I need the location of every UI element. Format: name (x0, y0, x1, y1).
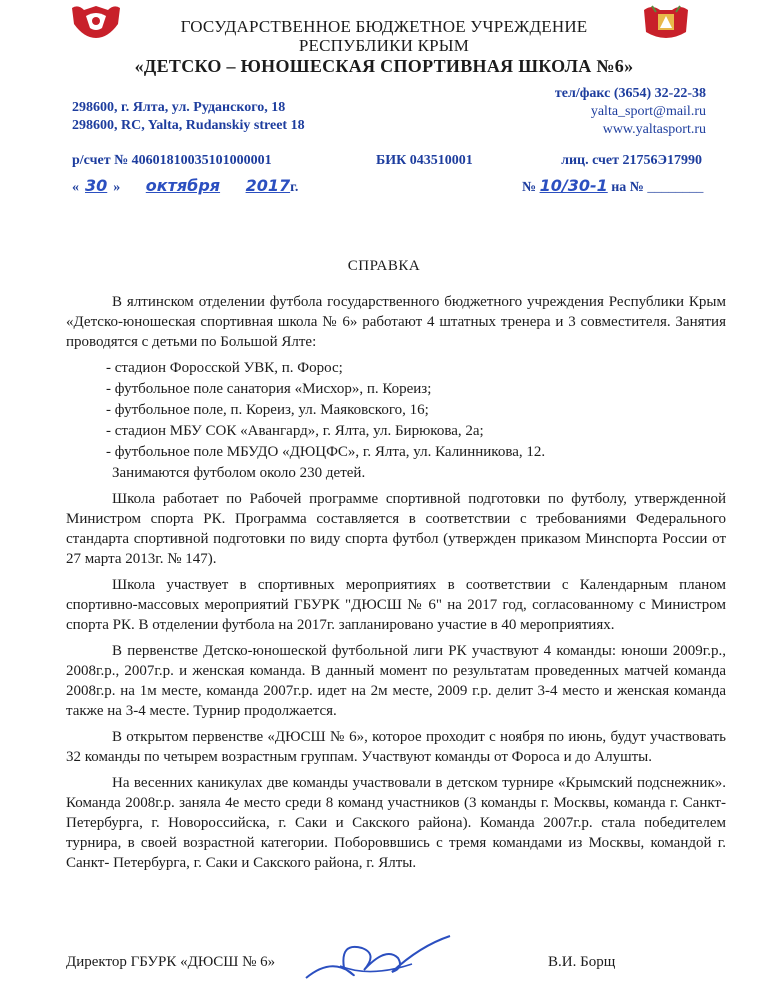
director-name: В.И. Борщ (548, 954, 616, 970)
org-title-line1: ГОСУДАРСТВЕННОЕ БЮДЖЕТНОЕ УЧРЕЖДЕНИЕ (180, 17, 588, 36)
document-body (66, 292, 726, 879)
number-middle: на № (611, 180, 644, 195)
date-open-quote: « (72, 180, 79, 195)
date-close-quote: » (113, 180, 121, 195)
bik: БИК 043510001 (376, 153, 473, 168)
address-en: 298600, RC, Yalta, Rudanskiy street 18 (72, 118, 305, 133)
date-month: октября (145, 176, 221, 195)
number-blank: ________ (647, 180, 704, 195)
paragraph-league: В первенстве Детско-юношеской футбольной лиги РК участвуют 4 команды: юноши 2009г.р., 2008г.р., 2007г.р. и женская команда. В данный момент по результатам проведенных матчей команда 2008г.р. на 1м месте, команда 2007г.р. идет на 2м месте, 2009 г.р. делит 3-4 место и женская команда также на 3-4 месте. Турнир продолжается. (66, 643, 726, 719)
director-position: Директор ГБУРК «ДЮСШ № 6» (66, 954, 276, 970)
phone: тел/факс (3654) 32-22-38 (554, 86, 706, 101)
date-year: 2017 (245, 176, 291, 195)
org-title-line2: РЕСПУБЛИКИ КРЫМ (298, 36, 470, 55)
venue-item: - футбольное поле МБУДО «ДЮЦФС», г. Ялта, ул. Калинникова, 12. (106, 444, 546, 460)
website: www.yaltasport.ru (602, 122, 706, 137)
document-title: СПРАВКА (347, 258, 421, 274)
number-value: 10/30-1 (539, 176, 608, 195)
paragraph-program: Школа работает по Рабочей программе спортивной подготовки по футболу, утвержденной Министром спорта РК. Программа составляется в соответствии с требованиями Федерального стандарта спортивной подготовки по виду спорта футбол (утвержден приказом Минспорта России от 27 марта 2013г. № 147). (66, 491, 726, 567)
venue-item: - футбольное поле, п. Кореиз, ул. Маяковского, 16; (106, 402, 429, 418)
paragraph-children: Занимаются футболом около 230 детей. (112, 465, 366, 481)
email: yalta_sport@mail.ru (590, 104, 706, 119)
paragraph-staff: В ялтинском отделении футбола государственного бюджетного учреждения Республики Крым «Детско-юношеская спортивная школа № 6» работают 4 штатных тренера и 3 совместителя. Занятия проводятся с детьми по Большой Ялте: (66, 294, 726, 350)
personal-account: лиц. счет 21756Э17990 (561, 153, 702, 168)
date-line (72, 176, 298, 196)
outgoing-number (522, 176, 703, 196)
bank-account: р/счет № 40601810035101000001 (72, 153, 272, 168)
date-day: 30 (85, 176, 108, 195)
venue-item: - футбольное поле санатория «Мисхор», п. Кореиз; (106, 381, 432, 397)
address-ru: 298600, г. Ялта, ул. Руданского, 18 (72, 100, 286, 115)
org-name: «ДЕТСКО – ЮНОШЕСКАЯ СПОРТИВНАЯ ШКОЛА №6» (134, 56, 634, 76)
paragraph-tournament: На весенних каникулах две команды участвовали в детском турнире «Крымский подснежник». Команда 2008г.р. заняла 4е место среди 8 команд участников (3 команды г. Москвы, команда г. Санкт-Петербурга, г. Новороссийска, г. Саки и Сакского района). Команда 2007г.р. стала победителем турнира, в своей возрастной категории. Побороввшись с тремя командами из Москвы, командой г. Санкт- Петербурга, г. Саки и Сакского района, г. Ялты. (66, 775, 726, 871)
venue-item: - стадион МБУ СОК «Авангард», г. Ялта, ул. Бирюкова, 2а; (106, 423, 484, 439)
paragraph-open-championship: В открытом первенстве «ДЮСШ № 6», которое проходит с ноября по июнь, будут участвовать 32 команды по четырем возрастным группам. Участвуют команды от Фороса и до Алушты. (66, 729, 726, 765)
signature-scribble (300, 928, 460, 988)
venue-item: - стадион Форосской УВК, п. Форос; (106, 360, 343, 376)
paragraph-events: Школа участвует в спортивных мероприятиях в соответствии с Календарным планом спортивно-массовых мероприятий ГБУРК "ДЮСШ № 6" на 2017 год, согласованному с Министром спорта РК. В отделении футбола на 2017г. запланировано участие в 40 мероприятиях. (66, 577, 726, 633)
number-prefix: № (522, 180, 537, 195)
date-year-suffix: г. (290, 180, 299, 195)
